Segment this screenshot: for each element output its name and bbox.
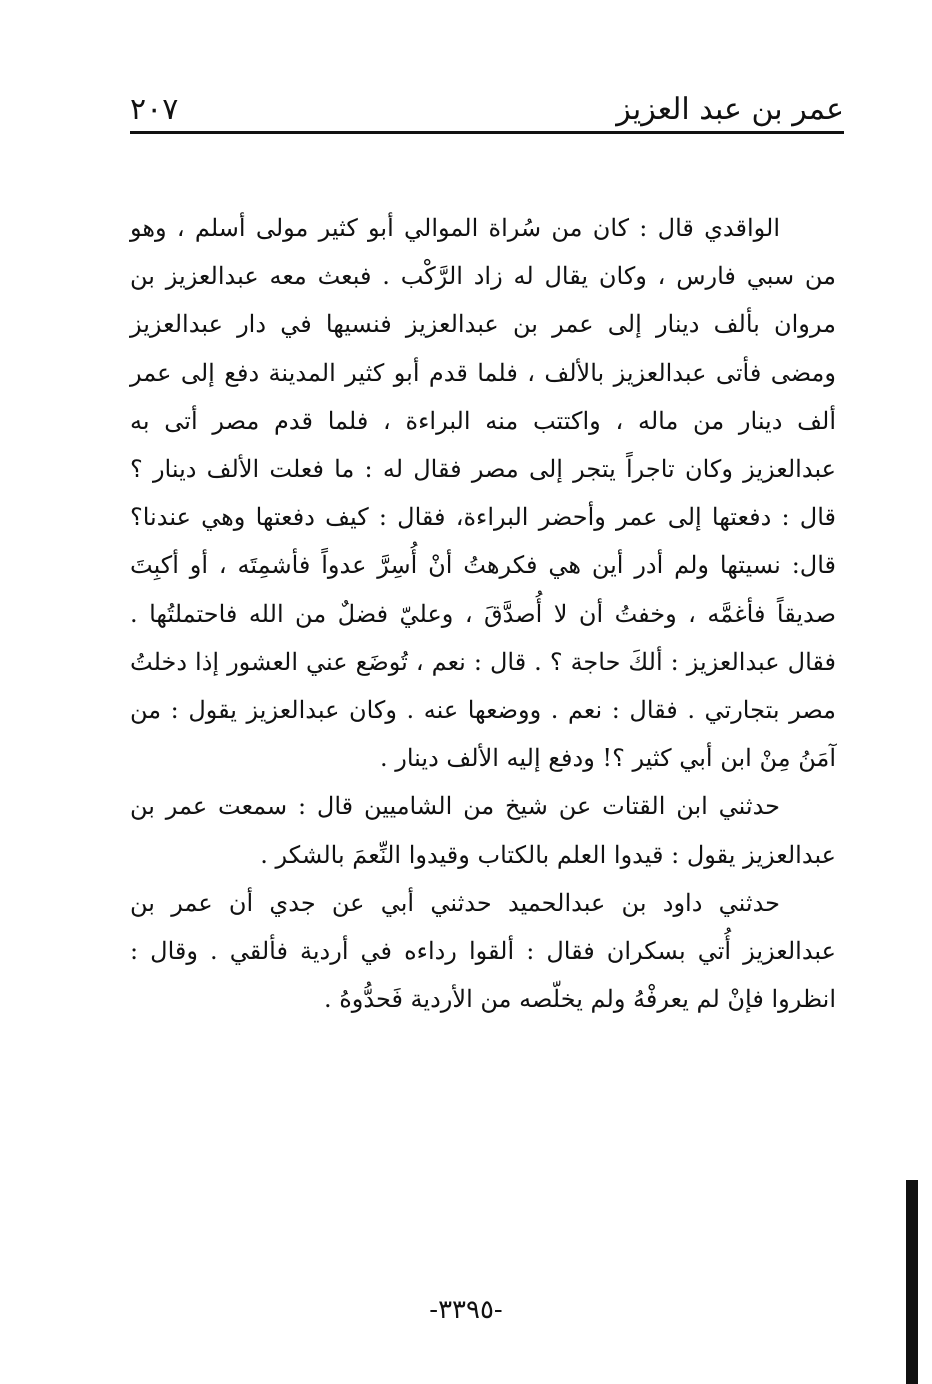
paragraph-abu-kathir: الواقدي قال : كان من سُراة الموالي أبو كثير مولى أسلم ، وهو من سبي فارس ، وكان يقال له زاد الرَّكْب . فبعث معه عبدالعزيز بن مروان بألف دينار إلى عمر بن عبدالعزيز فنسيها في دار عبدالعزيز ومضى فأتى عبدالعزيز بالألف ، فلما قدم أبو كثير المدينة دفع إلى عمر ألف دينار من ماله ، واكتتب منه البراءة ، فلما قدم مصر أتى به عبدالعزيز وكان تاجراً يتجر إلى مصر فقال له : ما فعلت الألف دينار ؟ قال : دفعتها إلى عمر وأحضر البراءة، فقال : كيف دفعتها وهي عندنا؟ قال: نسيتها ولم أدر أين هي فكرهتُ أنْ أُسِرَّ عدواً فأشمِتَه ، أو أكبِتَ صديقاً فأغمَّه ، وخفتُ أن لا أُصدَّقَ ، وعليّ فضلٌ من الله فاحتملتُها . فقال عبدالعزيز : ألكَ حاجة ؟ . قال : نعم ، تُوضَع عني العشور إذا دخلتُ مصر بتجارتي . فقال : نعم . ووضعها عنه . وكان عبدالعزيز يقول : من آمَنُ مِنْ ابن أبي كثير ؟! ودفع إليه الألف دينار . <box>130 214 837 773</box>
paragraph-dawud: حدثني داود بن عبدالحميد حدثني أبي عن جدي أن عمر بن عبدالعزيز أُتي بسكران فقال : ألقوا رداءه في أردية فألقي . وقال : انظروا فإنْ لم يعرفْهُ ولم يخلّصه من الأردية فَحدُّوهُ . <box>130 888 836 1014</box>
binding-edge <box>906 1180 918 1384</box>
header-title: عمر بن عبد العزيز <box>616 92 844 127</box>
paragraph-ibn-al-qattat: حدثني ابن القتات عن شيخ من الشاميين قال : سمعت عمر بن عبدالعزيز يقول : قيدوا العلم بالكتاب وقيدوا النِّعمَ بالشكر . <box>130 792 836 869</box>
running-header <box>130 86 844 136</box>
header-page-number: ٢٠٧ <box>130 92 179 127</box>
page-body <box>130 204 836 1023</box>
header-rule <box>130 131 844 134</box>
footer-page-number: -٣٣٩٥- <box>429 1295 503 1325</box>
